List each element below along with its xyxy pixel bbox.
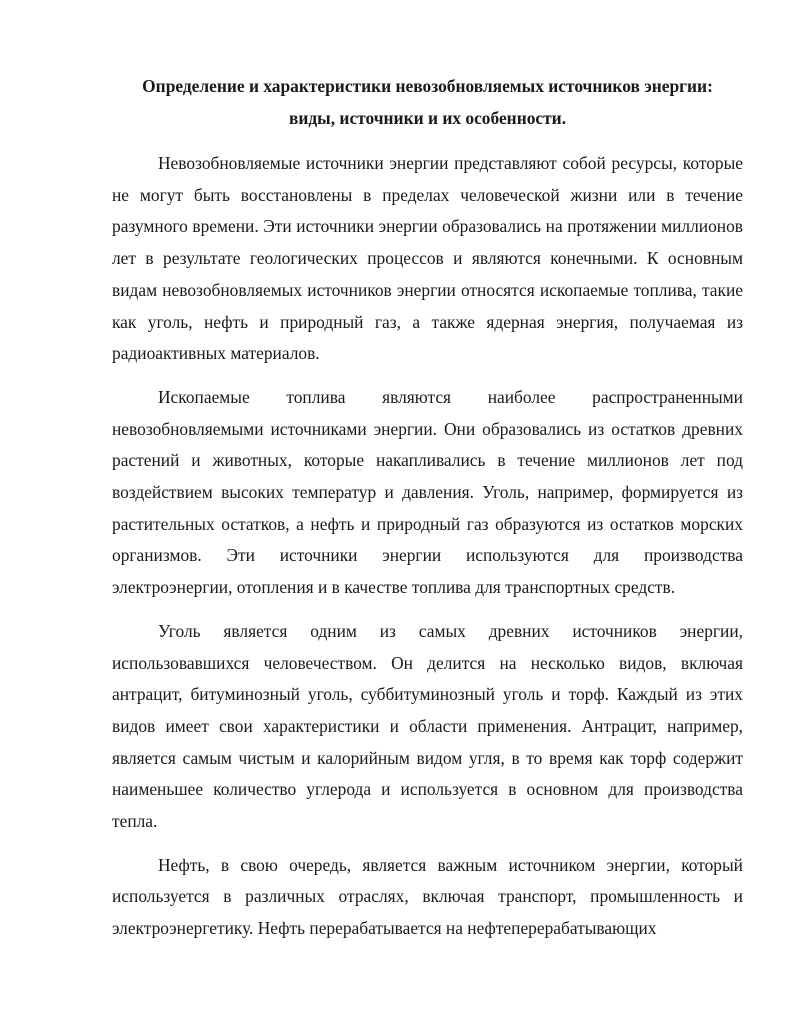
- document-title: [112, 70, 743, 134]
- paragraph-2: Ископаемые топлива являются наиболее распространенными невозобновляемыми источниками энергии. Они образовались из остатков древних растений и животных, которые накапливались в течение миллионов лет под воздействием высоких температур и давления. Уголь, например, формируется из растительных остатков, а нефть и природный газ образуются из остатков морских организмов. Эти источники энергии используются для производства электроэнергии, отопления и в качестве топлива для транспортных средств.: [112, 386, 743, 598]
- title-line-1: Определение и характеристики невозобновляемых источников энергии:: [142, 76, 713, 96]
- document-content: [112, 70, 743, 945]
- paragraph-1: Невозобновляемые источники энергии представляют собой ресурсы, которые не могут быть восстановлены в пределах человеческой жизни или в течение разумного времени. Эти источники энергии образовались на протяжении миллионов лет в результате геологических процессов и являются конечными. К основным видам невозобновляемых источников энергии относятся ископаемые топлива, такие как уголь, нефть и природный газ, а также ядерная энергия, получаемая из радиоактивных материалов.: [112, 153, 743, 364]
- paragraph-4: Нефть, в свою очередь, является важным источником энергии, который используется в различных отраслях, включая транспорт, промышленность и электроэнергетику. Нефть перерабатывается на нефтеперерабатывающих: [112, 854, 743, 939]
- title-line-2: виды, источники и их особенности.: [288, 108, 567, 128]
- paragraph-3: Уголь является одним из самых древних источников энергии, использовавшихся человечеством. Он делится на несколько видов, включая антрацит, битуминозный уголь, суббитуминозный уголь и торф. Каждый из этих видов имеет свои характеристики и области применения. Антрацит, например, является самым чистым и калорийным видом угля, в то время как торф содержит наименьшее количество углерода и используется в основном для производства тепла.: [112, 620, 743, 832]
- title-block: [112, 70, 743, 134]
